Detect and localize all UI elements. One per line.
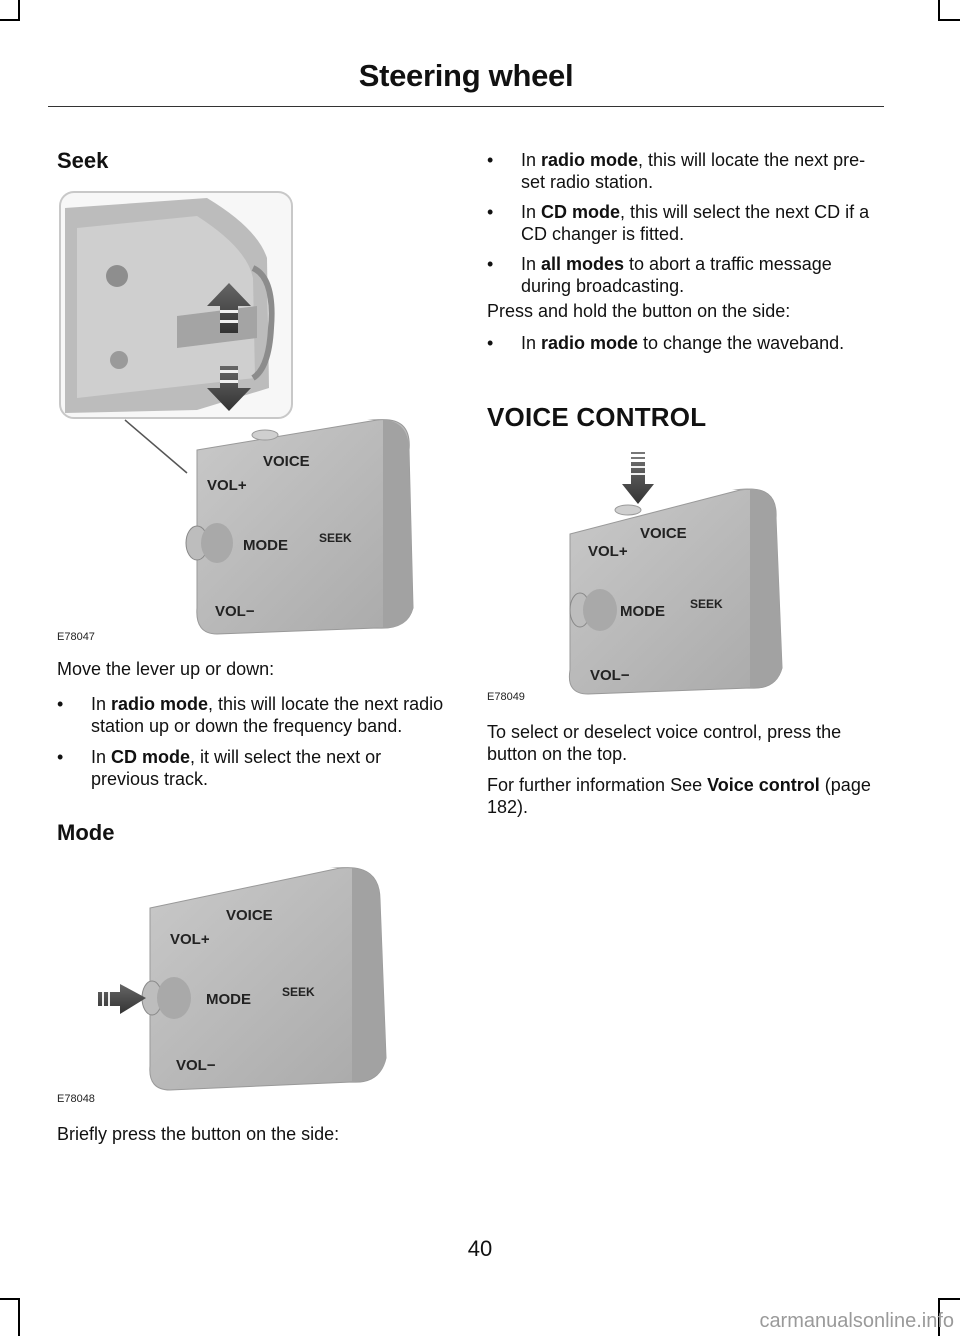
mode-label: MODE <box>620 603 665 620</box>
seek-label: SEEK <box>319 531 352 545</box>
seek-heading: Seek <box>57 148 109 173</box>
voice-label: VOICE <box>226 907 273 924</box>
mode-heading: Mode <box>57 820 115 845</box>
crop-mark <box>938 1298 960 1300</box>
audio-control-pod <box>186 419 413 634</box>
seek-label: SEEK <box>282 985 315 999</box>
voice-label: VOICE <box>640 525 687 542</box>
vol-up-label: VOL+ <box>588 543 628 560</box>
seek-label: SEEK <box>690 597 723 611</box>
voice-button-figure <box>540 452 790 698</box>
vol-down-label: VOL− <box>176 1057 216 1074</box>
hold-bullet-list <box>487 332 879 354</box>
list-item: • In CD mode, it will select the next or previous track. <box>57 747 382 789</box>
brief-press-text: Briefly press the button on the side: <box>57 1124 340 1144</box>
voice-label: VOICE <box>263 453 310 470</box>
cross-reference <box>487 774 879 818</box>
voice-instructions-text: To select or deselect voice control, press the button on the top. <box>487 722 842 764</box>
figure-code: E78048 <box>57 1093 95 1105</box>
mode-bullet-list <box>487 149 879 297</box>
cross-reference-link[interactable]: Voice control <box>707 775 820 795</box>
cross-reference-intro: For further information See <box>487 775 708 795</box>
crop-mark <box>0 19 20 21</box>
crop-mark <box>938 19 960 21</box>
figure-code: E78049 <box>487 691 525 703</box>
page-number: 40 <box>467 1236 493 1261</box>
list-item: • In radio mode, this will locate the next radio station up or down the frequency band. <box>57 694 444 736</box>
mode-label: MODE <box>206 991 251 1008</box>
audio-control-pod <box>569 489 782 694</box>
vol-up-label: VOL+ <box>170 931 210 948</box>
list-item: • In radio mode to change the waveband. <box>487 333 845 353</box>
vol-up-label: VOL+ <box>207 477 247 494</box>
arrow-down-icon <box>622 452 654 504</box>
crop-mark <box>938 0 940 20</box>
section-heading: VOICE CONTROL <box>487 402 707 432</box>
vol-down-label: VOL− <box>215 603 255 620</box>
cross-reference-page: (page 182). <box>487 775 871 817</box>
seek-lever-figure <box>57 188 437 643</box>
crop-mark <box>18 1298 20 1336</box>
list-item: • In CD mode, this will select the next CD if a CD changer is fitted. <box>487 202 870 244</box>
crop-mark <box>0 1298 20 1300</box>
watermark[interactable]: carmanualsonline.info <box>759 1310 954 1332</box>
seek-intro-text: Move the lever up or down: <box>57 659 275 679</box>
list-item: • In all modes to abort a traffic message during broadcasting. <box>487 254 832 296</box>
list-item: • In radio mode, this will locate the next pre-set radio station. <box>487 150 866 192</box>
vol-down-label: VOL− <box>590 667 630 684</box>
figure-code: E78047 <box>57 631 95 643</box>
mode-button-figure <box>90 858 395 1098</box>
arrow-right-icon <box>98 984 146 1014</box>
hold-intro-text: Press and hold the button on the side: <box>487 301 791 321</box>
crop-mark <box>18 0 20 20</box>
seek-bullet-list <box>57 693 449 790</box>
header-divider <box>48 106 884 107</box>
mode-label: MODE <box>243 537 288 554</box>
page-title: Steering wheel <box>358 58 574 93</box>
